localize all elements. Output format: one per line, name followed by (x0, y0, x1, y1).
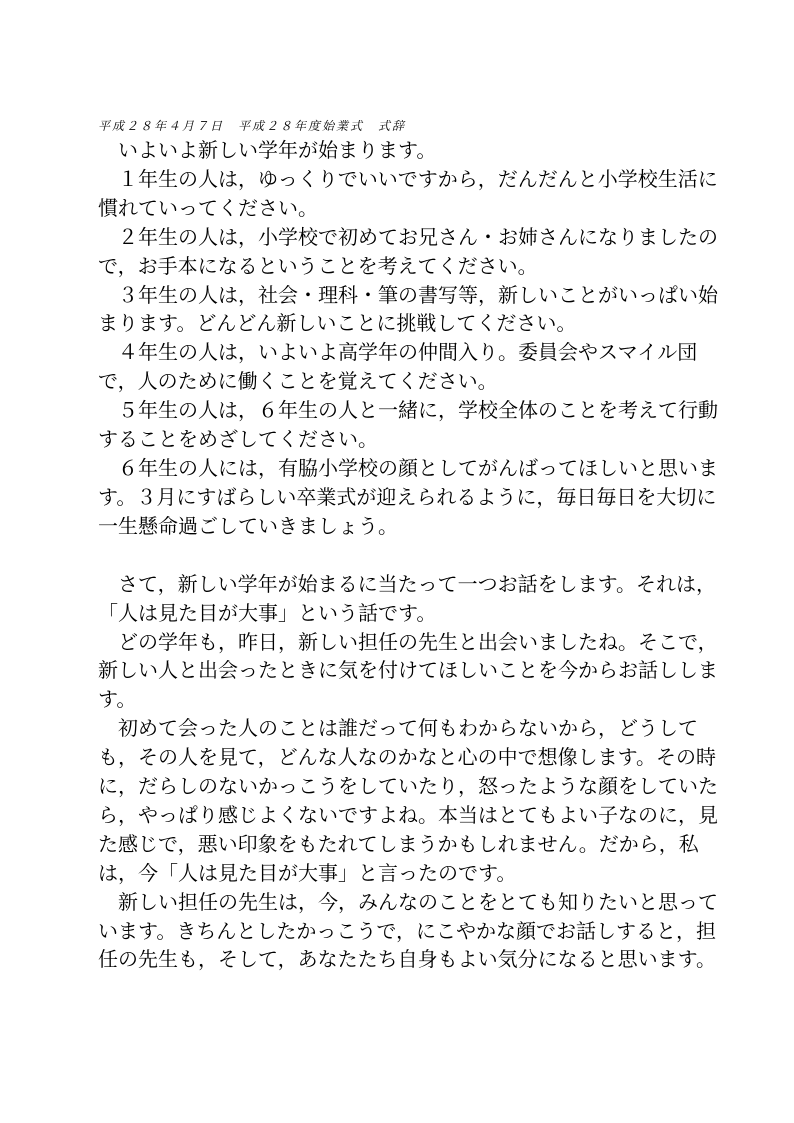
paragraph-grade-2: ２年生の人は，小学校で初めてお兄さん・お姉さんになりましたので，お手本になるということを考えてください。 (98, 224, 718, 278)
document-page (98, 116, 718, 974)
blank-line (98, 541, 718, 570)
paragraph-grade-3: ３年生の人は，社会・理科・筆の書写等，新しいことがいっぱい始まります。どんどん新しいことに挑戦してください。 (98, 282, 718, 336)
paragraph-closing: 新しい担任の先生は，今，みんなのことをとても知りたいと思っています。きちんとしたかっこうで，にこやかな顔でお話しすると，担任の先生も，そして，あなたたち自身もよい気分になると思います。 (98, 889, 718, 972)
paragraph-intro: いよいよ新しい学年が始まります。 (118, 138, 437, 162)
paragraph-topic: さて，新しい学年が始まるに当たって一つお話をします。それは，「人は見た目が大事」という話です。 (98, 571, 716, 625)
paragraph-first-impression: 初めて会った人のことは誰だって何もわからないから，どうしても，その人を見て，どんな人なのかなと心の中で想像します。その時に，だらしのないかっこうをしていたり，怒ったような顔をしていたら，やっぱり感じよくないですよね。本当はとてもよい子なのに，見た感じで，悪い印象をもたれてしまうかもしれません。だから，私は，今「人は見た目が大事」と言ったのです。 (98, 716, 718, 885)
speech-heading: 平成２８年４月７日 平成２８年度始業式 式辞 (98, 119, 407, 133)
paragraph-grade-6: ６年生の人には，有脇小学校の顔としてがんばってほしいと思います。３月にすばらしい卒業式が迎えられるように，毎日毎日を大切に一生懸命過ごしていきましょう。 (98, 455, 718, 538)
paragraph-grade-5: ５年生の人は，６年生の人と一緒に，学校全体のことを考えて行動することをめざしてください。 (98, 398, 718, 452)
paragraph-grade-4: ４年生の人は，いよいよ高学年の仲間入り。委員会やスマイル団で，人のために働くことを覚えてください。 (98, 340, 698, 394)
paragraph-new-teacher: どの学年も，昨日，新しい担任の先生と出会いましたね。そこで，新しい人と出会ったときに気を付けてほしいことを今からお話しします。 (98, 629, 718, 712)
paragraph-grade-1: １年生の人は，ゆっくりでいいですから，だんだんと小学校生活に慣れていってください。 (98, 166, 718, 220)
